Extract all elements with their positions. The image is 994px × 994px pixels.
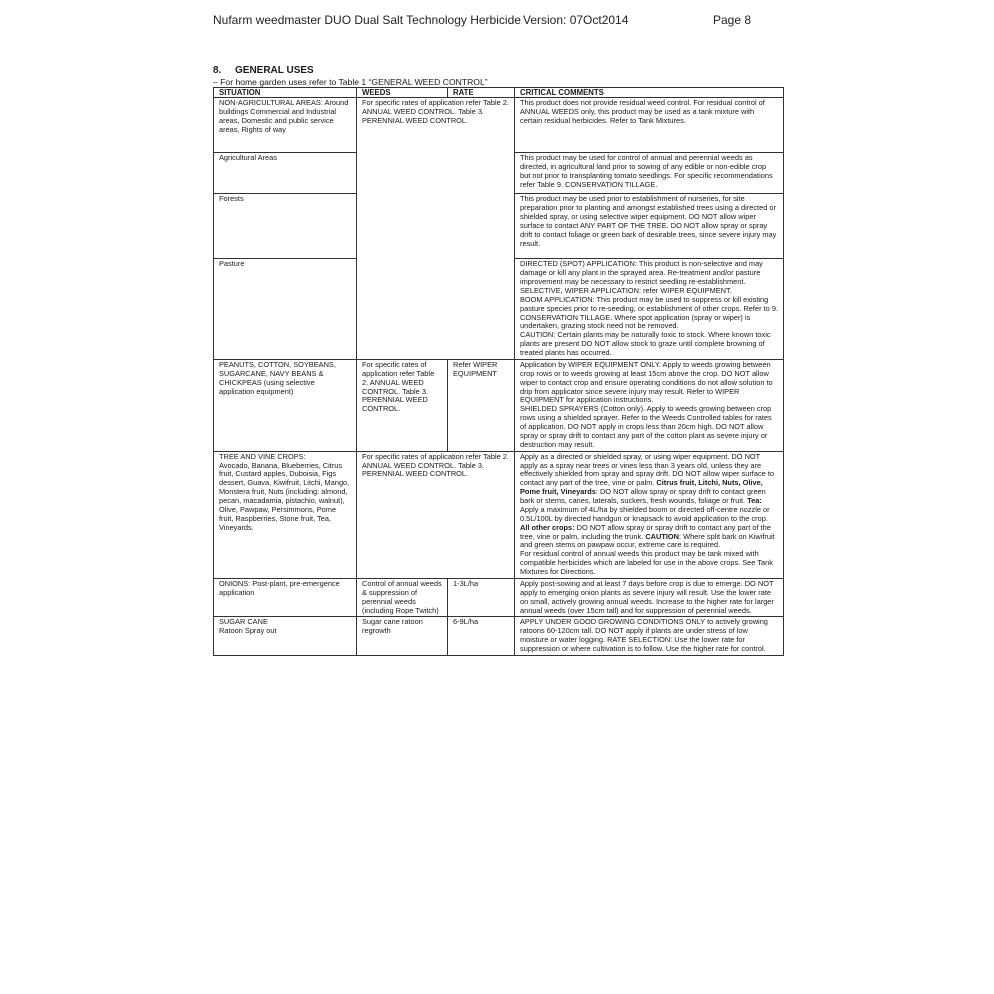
table-row — [214, 359, 784, 451]
situation-title: SUGAR CANE — [219, 617, 268, 627]
weeds-cell: Control of annual weeds & suppression of perennial weeds (including Rope Twitch) — [357, 578, 448, 617]
comment-text: : DO NOT allow spray or spray drift to contact green bark or stems, canes, laterals, suckers, fresh wounds, foliage or fruit. — [520, 487, 766, 506]
comment-paragraph: DIRECTED (SPOT) APPLICATION: This product is non-selective and may damage or kill any plant in the sprayed area. Re-treatment and/or pasture improvement may be necessary to restrict seedling re-establishment. — [520, 259, 763, 287]
section-number: 8. — [213, 65, 222, 76]
rate-cell: Refer WIPER EQUIPMENT — [448, 359, 515, 451]
weeds-rate-cell: For specific rates of application refer Table 2. ANNUAL WEED CONTROL. Table 3. PERENNIAL WEED CONTROL. — [357, 98, 515, 360]
comments-cell — [515, 359, 784, 451]
document-title: Nufarm weedmaster DUO Dual Salt Technology Herbicide — [213, 13, 521, 27]
comment-paragraph: SELECTIVE, WIPER APPLICATION: refer WIPER EQUIPMENT. — [520, 285, 732, 295]
comment-bold: All other crops: — [520, 522, 575, 532]
situation-list: Avocado, Banana, Blueberries, Citrus fruit, Custard apples, Duboisia, Figs dessert, Guava, Kiwifruit, Litchi, Mango, Monstera fruit, Nuts (including: almond, pecan, macadamia, pistachio, walnut), Olive, Pawpaw, Persimmons, Pome fruit, Raspberries, Stone fruit, Tea, Vineyards. — [219, 460, 350, 532]
weeds-rate-cell: For specific rates of application refer Table 2. ANNUAL WEED CONTROL. Table 3. PERENNIAL WEED CONTROL. — [357, 451, 515, 578]
table-row — [214, 451, 784, 578]
header-situation: SITUATION — [214, 88, 357, 98]
comment-text: Apply a maximum of 4L/ha by shielded boom or directed off-centre nozzle or 0.5L/100L by directed handgun or knapsack to avoid application to the crop. — [520, 504, 770, 523]
table-header-row — [214, 88, 784, 98]
comment-bold: Citrus fruit, Litchi, Nuts, Olive, Pome fruit, Vineyards — [520, 478, 763, 497]
situation-cell: Pasture — [214, 259, 357, 360]
comments-cell: This product may be used for control of annual and perennial weeds as directed, in agricultural land prior to sowing of any edible or non-edible crop but not prior to transplanting tomato seedlings. For specific recommendations refer Table 9. CONSERVATION TILLAGE. — [515, 153, 784, 194]
header-weeds: WEEDS — [357, 88, 448, 98]
header-critical-comments: CRITICAL COMMENTS — [515, 88, 784, 98]
situation-subtitle: Ratoon Spray out — [219, 626, 277, 636]
table-row — [214, 617, 784, 656]
comment-text: : Where split bark on Kiwifruit and green stems on pawpaw occur, extreme care is required. — [520, 531, 775, 550]
comments-cell: This product may be used prior to establishment of nurseries, for site preparation prior to planting and amongst established trees using a directed or shielded spray, or using selective wiper equipment. DO NOT allow wiper surface to contact ANY PART OF THE TREE. DO NOT allow spray or spray drift to contact foliage or green bark of desirable trees, since severe injury may result. — [515, 194, 784, 259]
comment-paragraph: Application by WIPER EQUIPMENT ONLY. Apply to weeds growing between crop rows or to weeds growing at least 15cm above the crop. DO NOT allow wiper to contact crop and ensure operating conditions do not allow solution to drip from applicator since severe injury may result. Refer to WIPER EQUIPMENT for application instructions. — [520, 359, 773, 405]
weeds-cell: For specific rates of application refer Table 2. ANNUAL WEED CONTROL. Table 3. PERENNIAL WEED CONTROL. — [357, 359, 448, 451]
situation-title: TREE AND VINE CROPS: — [219, 451, 306, 461]
comment-bold: Tea: — [747, 496, 762, 506]
situation-cell: Forests — [214, 194, 357, 259]
section-note: – For home garden uses refer to Table 1 “GENERAL WEED CONTROL” — [213, 77, 488, 87]
weeds-cell: Sugar cane ratoon regrowth — [357, 617, 448, 656]
section-title: GENERAL USES — [235, 65, 314, 76]
situation-cell: NON-AGRICULTURAL AREAS: Around buildings Commercial and Industrial areas, Domestic and public service areas, Rights of way — [214, 98, 357, 153]
page-number: Page 8 — [713, 13, 752, 27]
comments-cell — [515, 451, 784, 578]
comments-cell: APPLY UNDER GOOD GROWING CONDITIONS ONLY to actively growing ratoons 60-120cm tall. DO NOT apply if plants are under stress of low moisture or water logging. RATE SELECTION: Use the lower rate for suppression or where cultivation is to follow. Use the higher rate for control. — [515, 617, 784, 656]
section-heading — [213, 65, 314, 76]
comment-text: DO NOT allow spray or spray drift to contact any part of the tree, vine or palm, including the trunk. — [520, 522, 771, 541]
rate-cell: 6-9L/ha — [448, 617, 515, 656]
comments-cell — [515, 259, 784, 360]
comment-text: Apply as a directed or shielded spray, or using wiper equipment. DO NOT apply as a spray near trees or vines less than 3 years old, unless they are effectively shielded from spray and spray drift. DO NOT allow wiper surface to contact any part of the tree, vine or palm. — [520, 451, 774, 488]
table-row — [214, 578, 784, 617]
comment-paragraph: For residual control of annual weeds this product may be tank mixed with compatible herbicides which are labeled for use in the above crops. See Tank Mixtures for Directions. — [520, 549, 773, 577]
document-version: Version: 07Oct2014 — [523, 13, 629, 27]
comment-paragraph: SHIELDED SPRAYERS (Cotton only). Apply to weeds growing between crop rows using a shielded sprayer. Refer to the Weeds Controlled tables for rates of application. DO NOT apply in crops less than 20cm high. DO NOT allow spray or spray drift to contact any part of the cotton plant as severe injury or destruction may result. — [520, 404, 772, 449]
situation-cell — [214, 451, 357, 578]
page-header — [213, 13, 773, 33]
general-uses-table — [213, 87, 784, 656]
situation-cell: ONIONS: Post-plant, pre-emergence application — [214, 578, 357, 617]
comment-paragraph: CAUTION: Certain plants may be naturally toxic to stock. Where known toxic plants are present DO NOT allow stock to graze until complete browning of treated plants has occurred. — [520, 330, 771, 358]
table-row — [214, 98, 784, 153]
situation-cell — [214, 617, 357, 656]
situation-cell: Agricultural Areas — [214, 153, 357, 194]
rate-cell: 1-3L/ha — [448, 578, 515, 617]
comments-cell: Apply post-sowing and at least 7 days before crop is due to emerge. DO NOT apply to emerging onion plants as severe injury will result. Use the lower rate on small, actively growing annual weeds. Increase to the higher rate for larger annual weeds (over 15cm tall) and for suppression of perennial weeds. — [515, 578, 784, 617]
situation-cell: PEANUTS, COTTON, SOYBEANS, SUGARCANE, NAVY BEANS & CHICKPEAS (using selective application equipment) — [214, 359, 357, 451]
comments-cell: This product does not provide residual weed control. For residual control of ANNUAL WEEDS only, this product may be used as a tank mixture with certain residual herbicides. Refer to Tank Mixtures. — [515, 98, 784, 153]
comment-bold: CAUTION — [645, 531, 679, 541]
header-rate: RATE — [448, 88, 515, 98]
comment-paragraph: BOOM APPLICATION: This product may be used to suppress or kill existing pasture species prior to re-seeding, or establishment of other crops. Refer to 9. CONSERVATION TILLAGE. Where spot application (spray or wiper) is undertaken, grazing stock need not be removed. — [520, 294, 778, 331]
